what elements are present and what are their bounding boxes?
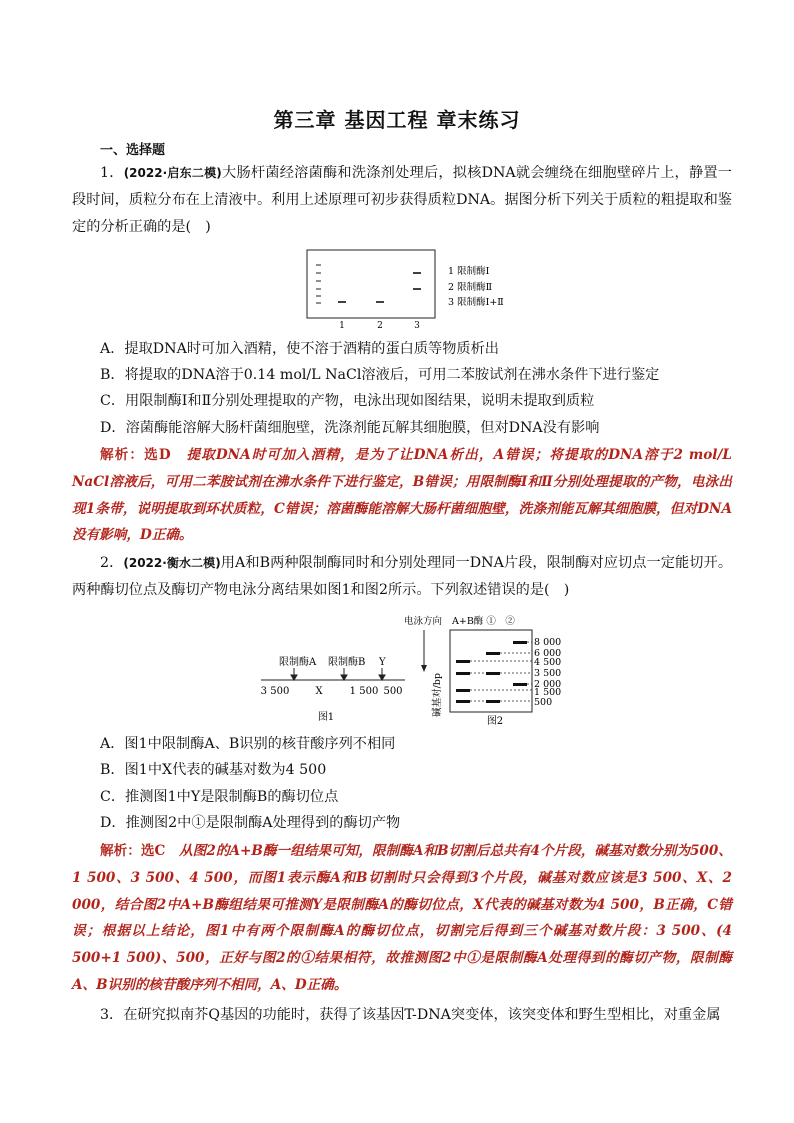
lane-label-2: 2: [377, 321, 383, 331]
site-y-label: Y: [379, 657, 386, 668]
figure-2-electrophoresis: [400, 612, 580, 728]
q1-analysis: [72, 442, 732, 549]
question-1-text: 大肠杆菌经溶菌酶和洗涤剂处理后，拟核DNA就会缠绕在细胞壁碎片上，静置一段时间，质粒分布在上清液中。利用上述原理可初步获得质粒DNA。据图分析下列关于质粒的粗提取和鉴定的分析正确的是( ): [72, 165, 732, 235]
section-heading: 一、选择题: [100, 143, 166, 158]
y-axis-label: 碱基对/bp: [432, 673, 443, 717]
q1-analysis-text: 提取DNA时可加入酒精，是为了让DNA析出，A错误；将提取的DNA溶于2 mol/L NaCl溶液后，可用二苯胺试剂在沸水条件下进行鉴定，B错误；用限制酶Ⅰ和Ⅱ分别处理提取的产物，电泳出现1条带，说明提取到环状质粒，C错误；溶菌酶能溶解大肠杆菌细胞壁，洗涤剂能瓦解其细胞膜，但对DNA没有影响，D正确。: [72, 447, 732, 544]
question-2-stem: [72, 550, 732, 604]
lane-ab-band-4500: [456, 660, 470, 663]
lane-2-band-2000: [513, 683, 527, 686]
figure-1-cut-sites: [255, 645, 415, 725]
question-1-number: 1．: [100, 165, 124, 181]
question-1-source: (2022·启东二模): [123, 166, 222, 180]
lane-ab-band-1500: [456, 689, 470, 692]
figure-2-caption: 图2: [486, 716, 504, 727]
q2-analysis: [72, 838, 732, 999]
gel-frame: [307, 250, 435, 318]
lane-header: A+B酶 ① ②: [452, 616, 515, 627]
lane-ab-band-3500: [456, 672, 470, 675]
question-3-number: 3．: [100, 1007, 124, 1023]
segment-label-3: 1 500: [349, 686, 379, 697]
lane-1-band-3500: [486, 672, 500, 675]
cut-arrow-2-head: [341, 675, 347, 680]
cut-arrow-3-head: [379, 675, 385, 680]
q1-option-b: B．将提取的DNA溶于0.14 mol/L NaCl溶液后，可用二苯胺试剂在沸水条件下进行鉴定: [100, 367, 660, 383]
legend-item-1: 1 限制酶Ⅰ: [448, 266, 490, 277]
enzyme-b-label: 限制酶B: [328, 657, 366, 668]
lane-2-band-8000: [513, 641, 527, 644]
size-label-1500: 1 500: [534, 687, 562, 698]
q2-option-d: D．推测图2中①是限制酶A处理得到的酶切产物: [100, 815, 401, 831]
cut-arrow-1-head: [291, 675, 297, 680]
lane-1-band-500: [486, 700, 500, 703]
question-2-text: 用A和B两种限制酶同时和分别处理同一DNA片段，限制酶对应切点一定能切开。两种酶切位点及酶切产物电泳分离结果如图1和图2所示。下列叙述错误的是( ): [72, 555, 733, 598]
lane-label-1: 1: [339, 321, 345, 331]
q1-option-c: C．用限制酶Ⅰ和Ⅱ分别处理提取的产物，电泳出现如图结果，说明未提取到质粒: [100, 393, 595, 409]
marker-ladder: [316, 265, 321, 303]
question-2-number: 2．: [100, 555, 124, 571]
question-2-source: (2022·衡水二模): [123, 556, 221, 570]
size-label-3500: 3 500: [534, 668, 562, 679]
size-label-500: 500: [534, 697, 553, 708]
size-label-8000: 8 000: [534, 637, 562, 648]
question-1-gel-figure: [300, 248, 540, 332]
size-label-4500: 4 500: [534, 657, 562, 668]
direction-arrow-head: [421, 665, 427, 672]
size-label-2000: 2 000: [534, 679, 562, 690]
q2-option-a: A．图1中限制酶A、B识别的核苷酸序列不相同: [100, 736, 396, 752]
q1-analysis-lead: 解析：选D: [100, 447, 187, 463]
segment-label-4: 500: [383, 686, 403, 697]
question-3-stem: [72, 1002, 732, 1029]
question-1-stem: [72, 160, 732, 241]
q1-option-d: D．溶菌酶能溶解大肠杆菌细胞壁，洗涤剂能瓦解其细胞膜，但对DNA没有影响: [100, 420, 600, 436]
q2-analysis-lead: 解析：选C: [100, 843, 180, 859]
q2-option-b: B．图1中X代表的碱基对数为4 500: [100, 762, 327, 778]
direction-label: 电泳方向: [404, 616, 443, 627]
legend-item-2: 2 限制酶Ⅱ: [448, 282, 493, 293]
size-label-6000: 6 000: [534, 648, 562, 659]
segment-label-2: X: [315, 686, 323, 697]
lane-1-band-6000: [486, 652, 500, 655]
q2-option-c: C．推测图1中Y是限制酶B的酶切位点: [100, 789, 339, 805]
figure-1-caption: 图1: [317, 712, 335, 723]
question-3-text: 在研究拟南芥Q基因的功能时，获得了该基因T-DNA突变体，该突变体和野生型相比，对重金属: [123, 1007, 721, 1023]
lane-label-3: 3: [414, 321, 420, 331]
q1-option-a: A．提取DNA时可加入酒精，使不溶于酒精的蛋白质等物质析出: [100, 341, 499, 357]
q2-analysis-text: 从图2的A+B酶一组结果可知，限制酶A和B切割后总共有4个片段，碱基对数分别为500、1 500、3 500、4 500，而图1表示酶A和B切割时只会得到3个片段，碱基对数应该是3 500、X、2 000，结合图2中A+B酶组结果可推测Y是限制酶A的酶切位点，X代表的碱基对数为4 500，B正确，C错误；根据以上结论，图1中有两个限制酶A的酶切位点，切割完后得到三个碱基对数片段：3 500、(4 500+1 500)、500，正好与图2的①结果相符，故推测图2中①是限制酶A处理得到的酶切产物，限制酶A、B识别的核苷酸序列不相同，A、D正确。: [72, 843, 732, 993]
enzyme-a-label: 限制酶A: [279, 657, 317, 668]
segment-label-1: 3 500: [260, 686, 290, 697]
legend-item-3: 3 限制酶Ⅰ+Ⅱ: [448, 297, 504, 308]
lane-ab-band-500: [456, 700, 470, 703]
page-title: 第三章 基因工程 章末练习: [273, 108, 521, 132]
